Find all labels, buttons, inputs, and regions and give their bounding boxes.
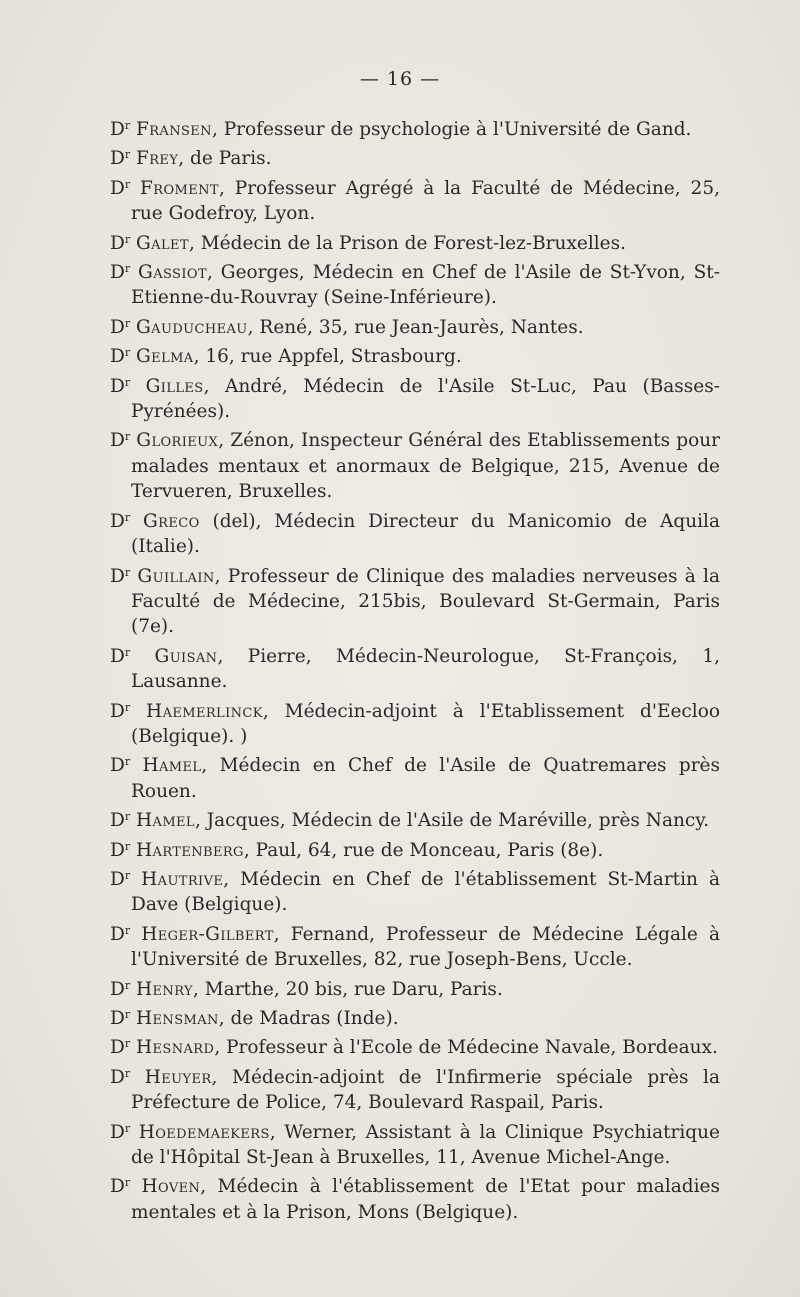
- member-name: Galet: [136, 232, 189, 254]
- member-name: Hautrive: [141, 868, 224, 890]
- list-item: [110, 918, 720, 973]
- title-abbrev: $D^r$: [110, 810, 131, 832]
- list-item: [110, 1061, 720, 1116]
- list-item: [110, 311, 720, 340]
- list-item: [110, 695, 720, 750]
- member-name: Fransen: [136, 119, 212, 140]
- member-details: , Pierre, Médecin-Neurologue, St-François, 1, Lausanne.: [131, 645, 720, 693]
- title-abbrev: $D^r$: [110, 868, 131, 890]
- title-abbrev: $D^r$: [110, 375, 131, 397]
- title-abbrev: $D^r$: [110, 839, 131, 861]
- member-details: , Zénon, Inspecteur Général des Etablissements pour malades mentaux et anormaux de Belgique, 215, Avenue de Tervueren, Bruxelles.: [131, 430, 720, 503]
- member-details: , Professeur de Clinique des maladies nerveuses à la Faculté de Médecine, 215bis, Boulevard St-Germain, Paris (7e).: [131, 565, 720, 638]
- title-abbrev: $D^r$: [110, 565, 131, 587]
- title-abbrev: $D^r$: [110, 262, 131, 284]
- member-name: Glorieux: [136, 430, 219, 452]
- member-details: , Paul, 64, rue de Monceau, Paris (8e).: [243, 839, 604, 861]
- list-item: [110, 749, 720, 804]
- member-details: , Médecin en Chef de l'Asile de Quatremares près Rouen.: [131, 755, 720, 802]
- member-name: Hoven: [141, 1176, 201, 1198]
- list-item: [110, 560, 720, 640]
- member-name: Hamel: [136, 810, 195, 832]
- member-details: , Marthe, 20 bis, rue Daru, Paris.: [192, 978, 503, 1000]
- member-details: , de Madras (Inde).: [218, 1008, 399, 1029]
- title-abbrev: $D^r$: [110, 1121, 131, 1143]
- list-item: [110, 142, 720, 171]
- title-abbrev: $D^r$: [110, 645, 131, 667]
- list-item: [110, 172, 720, 227]
- list-item: [110, 1116, 720, 1171]
- member-name: Gassiot: [138, 262, 208, 284]
- list-item: [110, 370, 720, 425]
- member-list: [110, 113, 720, 1225]
- member-name: Frey: [136, 148, 179, 170]
- title-abbrev: $D^r$: [110, 177, 131, 199]
- member-name: Henry: [136, 978, 193, 1000]
- member-name: Hartenberg: [136, 839, 244, 861]
- list-item: [110, 113, 720, 142]
- member-details: , Fernand, Professeur de Médecine Légale à l'Université de Bruxelles, 82, rue Joseph-Bens, Uccle.: [131, 923, 720, 971]
- member-details: , René, 35, rue Jean-Jaurès, Nantes.: [247, 316, 584, 338]
- member-name: Froment: [140, 177, 219, 199]
- member-name: Guillain: [137, 565, 215, 587]
- list-item: [110, 973, 720, 1002]
- title-abbrev: $D^r$: [110, 232, 131, 254]
- title-abbrev: $D^r$: [110, 1176, 131, 1198]
- member-details: , Professeur de psychologie à l'Université de Gand.: [211, 119, 692, 140]
- list-item: [110, 1031, 720, 1060]
- list-item: [110, 1170, 720, 1225]
- member-details: , Jacques, Médecin de l'Asile de Maréville, près Nancy.: [194, 810, 710, 832]
- list-item: [110, 505, 720, 560]
- member-details: , André, Médecin de l'Asile St-Luc, Pau (Basses-Pyrénées).: [131, 375, 720, 423]
- member-name: Hesnard: [136, 1037, 215, 1059]
- member-name: Greco: [142, 510, 200, 532]
- title-abbrev: $D^r$: [110, 510, 131, 532]
- title-abbrev: $D^r$: [110, 755, 131, 777]
- list-item: [110, 340, 720, 369]
- member-details: , Médecin de la Prison de Forest-lez-Bruxelles.: [188, 232, 626, 254]
- title-abbrev: $D^r$: [110, 316, 131, 338]
- title-abbrev: $D^r$: [110, 700, 131, 722]
- member-details: , Médecin-adjoint de l'Infirmerie spéciale près la Préfecture de Police, 74, Boulevard Raspail, Paris.: [131, 1066, 720, 1114]
- member-details: , Médecin à l'établissement de l'Etat pour maladies mentales et à la Prison, Mons (Belgique).: [131, 1176, 720, 1223]
- title-abbrev: $D^r$: [110, 119, 131, 140]
- member-details: , Werner, Assistant à la Clinique Psychiatrique de l'Hôpital St-Jean à Bruxelles, 11, Avenue Michel-Ange.: [131, 1121, 720, 1169]
- member-name: Heuyer: [144, 1066, 212, 1088]
- title-abbrev: $D^r$: [110, 148, 131, 170]
- member-details: , Professeur Agrégé à la Faculté de Médecine, 25, rue Godefroy, Lyon.: [131, 177, 720, 225]
- title-abbrev: $D^r$: [110, 430, 131, 452]
- list-item: [110, 424, 720, 504]
- member-name: Guisan: [154, 645, 218, 667]
- title-abbrev: $D^r$: [110, 1008, 131, 1029]
- member-details: , Georges, Médecin en Chef de l'Asile de St-Yvon, St-Etienne-du-Rouvray (Seine-Inférieure).: [131, 262, 720, 309]
- member-details: , Médecin en Chef de l'établissement St-Martin à Dave (Belgique).: [131, 868, 720, 916]
- list-item: [110, 1002, 720, 1031]
- list-item: [110, 834, 720, 863]
- list-item: [110, 640, 720, 695]
- title-abbrev: $D^r$: [110, 346, 131, 368]
- member-name: Hensman: [136, 1008, 219, 1029]
- member-name: Hamel: [142, 755, 202, 777]
- member-details: , de Paris.: [178, 148, 272, 170]
- list-item: [110, 256, 720, 311]
- title-abbrev: $D^r$: [110, 1066, 131, 1088]
- title-abbrev: $D^r$: [110, 923, 131, 945]
- page-number: — 16 —: [359, 68, 441, 90]
- member-details: , Médecin-adjoint à l'Etablissement d'Eecloo (Belgique). ): [131, 700, 720, 747]
- member-name: Gelma: [136, 346, 194, 368]
- member-name: Heger-Gilbert: [141, 923, 274, 945]
- title-abbrev: $D^r$: [110, 1037, 131, 1059]
- member-details: , Professeur à l'Ecole de Médecine Navale, Bordeaux.: [214, 1037, 718, 1059]
- list-item: [110, 863, 720, 918]
- member-name: Haemerlinck: [146, 700, 263, 722]
- list-item: [110, 804, 720, 833]
- member-details: , 16, rue Appfel, Strasbourg.: [193, 346, 462, 368]
- member-name: Gauducheau: [136, 316, 248, 338]
- member-name: Hoedemaekers: [138, 1121, 270, 1143]
- member-details: (del), Médecin Directeur du Manicomio de Aquila (Italie).: [131, 510, 720, 558]
- list-item: [110, 227, 720, 256]
- member-name: Gilles: [145, 375, 204, 397]
- title-abbrev: $D^r$: [110, 978, 131, 1000]
